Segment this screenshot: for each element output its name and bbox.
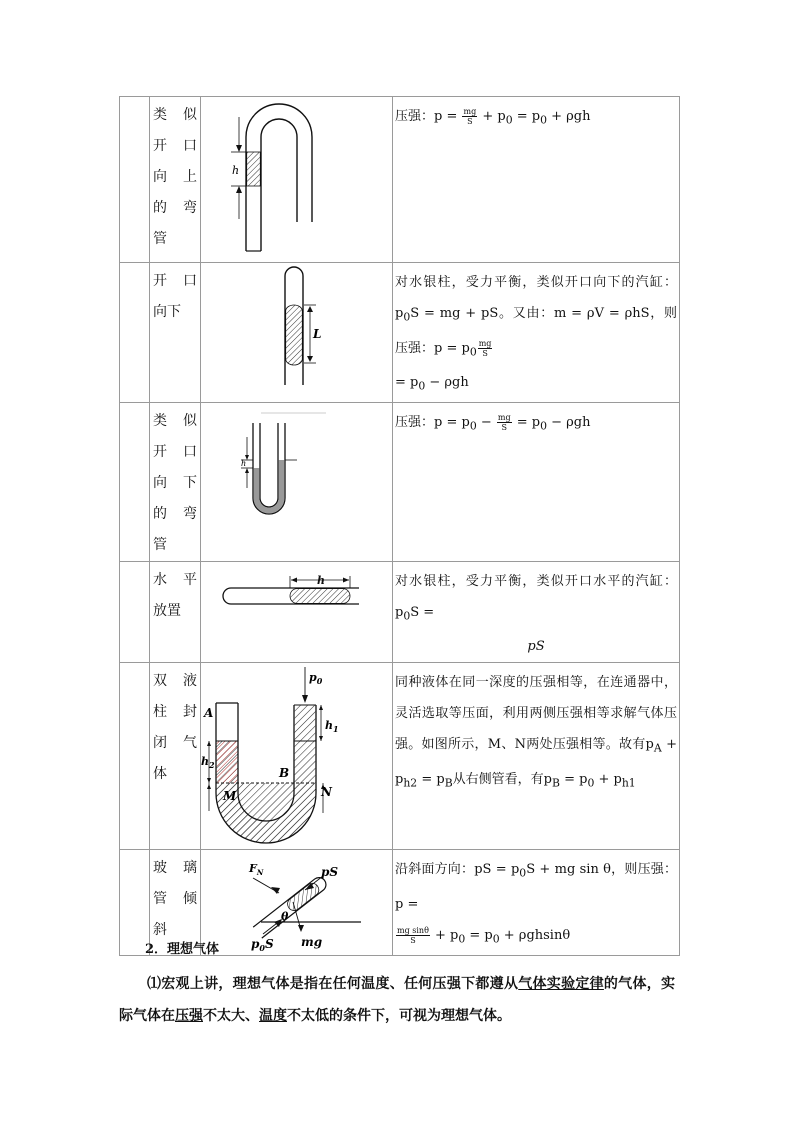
row-description: 同种液体在同一深度的压强相等，在连通器中，灵活选取等压面，利用两侧压强相等求解气体压强。如图所示，M、N两处压强相等。故有$p_A + p_{h2} = p_B$从右侧管看，有$p_B = p_0 + p_{h1}$ <box>395 675 678 790</box>
table-row <box>120 263 680 403</box>
row-label: 开 口 向下 <box>153 273 197 320</box>
row-label: 类 似 开 口 向 上 的 弯 管 <box>153 107 197 247</box>
figure-open-down-tube <box>201 263 392 388</box>
fig-label-theta: θ <box>281 910 289 924</box>
section-title: 2．理想气体 <box>145 942 220 957</box>
row-description: 沿斜面方向：pS = $p_0S$ + mg sin θ，则压强：p = $\frac{\text{mg sinθ}}{S}$ + $p_0 = p_0 + \rho ghsin\theta$ <box>395 862 677 946</box>
row-description: 压强：$p = p_0$ − $\frac{mg}{S}$ = $p_0 - \rho gh$ <box>395 412 591 433</box>
table-row <box>120 97 680 263</box>
table-row <box>120 561 680 663</box>
fig-label-N: N <box>321 785 332 800</box>
paragraph-ideal-gas: ⑴宏观上讲，理想气体是指在任何温度、任何压强下都遵从气体实验定律的气体，实际气体在压强不太大、温度不太低的条件下，可视为理想气体。 <box>119 976 676 1024</box>
row-label: 双 液 柱 封 闭 气 体 <box>153 673 197 783</box>
row-label: 玻 璃 管 倾 斜 <box>153 860 197 939</box>
fig-label-h: h <box>232 164 240 177</box>
table-row <box>120 402 680 561</box>
fig-label-FN: $F_N$ <box>249 862 264 878</box>
fig-label-h2: $h_2$ <box>201 755 215 771</box>
pressure-table <box>119 96 680 956</box>
row-description: 对水银柱，受力平衡，类似开口水平的汽缸：$p_0S$ = pS <box>395 573 677 655</box>
fig-label-M: M <box>223 789 237 804</box>
fig-label-h: h <box>317 573 325 587</box>
row-description: 压强：p = $\frac{mg}{S}$ + $p_0 = p_0 + \rho gh$ <box>395 107 591 127</box>
fig-label-A: A <box>204 706 214 721</box>
table-row <box>120 663 680 850</box>
fig-label-h1: $h_1$ <box>325 719 339 735</box>
fig-label-h: h <box>241 458 247 468</box>
row-label: 水 平 放置 <box>153 571 197 619</box>
fig-label-mg: mg <box>301 935 323 950</box>
fig-label-B: B <box>279 766 290 781</box>
row-label: 类 似 开 口 向 下 的 弯 管 <box>153 412 197 553</box>
figure-horizontal-tube <box>201 562 392 622</box>
fig-label-p0S: $p_0S$ <box>251 937 274 954</box>
fig-label-pS: pS <box>321 865 339 880</box>
fig-label-p0: $p_0$ <box>309 671 323 687</box>
figure-u-tube-open-down <box>201 403 392 558</box>
row-description: 对水银柱，受力平衡，类似开口向下的汽缸：$p_0S$ = mg + pS。又由：m = ρV = ρhS，则压强：$p = p_0$ $\frac{mg}{S}$ = $p_0 - \rho gh$ <box>395 275 677 393</box>
figure-inverted-u-tube <box>201 97 392 261</box>
figure-double-liquid-u-tube <box>201 663 392 848</box>
fig-label-L: L <box>313 327 322 341</box>
